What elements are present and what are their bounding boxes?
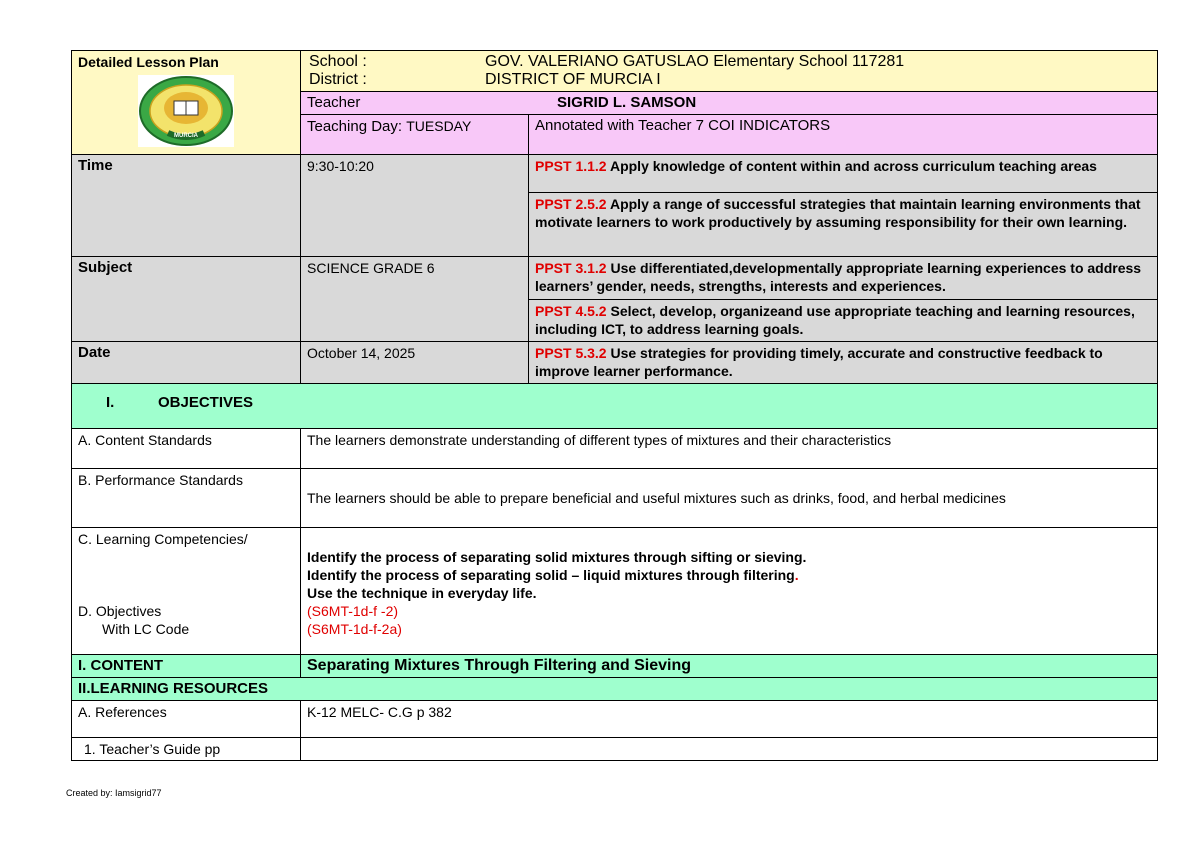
lc-code-label: With LC Code: [102, 621, 190, 637]
ppst-5-text: Use strategies for providing timely, accurate and constructive feedback to improve learner performance.: [535, 345, 1103, 379]
school-seal-icon: [138, 75, 234, 147]
ppst-1: [529, 155, 1158, 193]
ppst-4: [529, 300, 1158, 342]
performance-standards-label: B. Performance Standards: [72, 469, 301, 528]
ppst-4-code: PPST 4.5.2: [535, 303, 607, 319]
learning-resources-header: II.LEARNING RESOURCES: [72, 678, 1158, 701]
objectives-title: OBJECTIVES: [158, 394, 254, 411]
ppst-3-code: PPST 3.1.2: [535, 260, 607, 276]
ppst-2-code: PPST 2.5.2: [535, 196, 607, 212]
logo-text: MURCIA: [174, 133, 198, 139]
district-name: DISTRICT OF MURCIA I: [485, 71, 661, 88]
competencies-label: C. Learning Competencies/: [78, 531, 248, 547]
content-label: I. CONTENT: [72, 655, 301, 678]
ppst-1-text: Apply knowledge of content within and across curriculum teaching areas: [606, 158, 1097, 174]
objective-2-text: Identify the process of separating solid – liquid mixtures through filtering: [307, 567, 795, 583]
school-name: GOV. VALERIANO GATUSLAO Elementary School 117281: [485, 53, 905, 70]
objectives-number: I.: [106, 394, 115, 411]
content-value: Separating Mixtures Through Filtering and Sieving: [301, 655, 1158, 678]
district-label: District :: [309, 71, 367, 88]
ppst-5: [529, 342, 1158, 384]
annotated-note: Annotated with Teacher 7 COI INDICATORS: [535, 117, 831, 134]
teachers-guide-value: [301, 738, 1158, 761]
dlp-header-cell: [72, 51, 301, 155]
references-label: A. References: [72, 701, 301, 738]
ppst-5-code: PPST 5.3.2: [535, 345, 607, 361]
references-value: K-12 MELC- C.G p 382: [301, 701, 1158, 738]
ppst-2: [529, 193, 1158, 257]
performance-standards-value: The learners should be able to prepare beneficial and useful mixtures such as drinks, food, and herbal medicines: [301, 469, 1158, 528]
teaching-day-label: Teaching Day:: [307, 118, 403, 135]
time-label: Time: [72, 155, 301, 257]
ppst-2-text: Apply a range of successful strategies that maintain learning environments that motivate learners to work productively by assuming responsibility for their own learning.: [535, 196, 1141, 230]
ppst-4-text: Select, develop, organizeand use appropriate teaching and learning resources, including ICT, to address learning goals.: [535, 303, 1135, 337]
content-standards-value: The learners demonstrate understanding of different types of mixtures and their characteristics: [301, 429, 1158, 469]
dlp-title: Detailed Lesson Plan: [78, 54, 219, 70]
objective-3: Use the technique in everyday life.: [307, 585, 537, 601]
objective-2: [307, 566, 1151, 584]
teacher-cell: [301, 92, 1158, 115]
objectives-label: D. Objectives: [78, 603, 162, 619]
objective-2-mark: .: [794, 567, 799, 583]
school-label: School :: [309, 53, 367, 70]
content-standards-label: A. Content Standards: [72, 429, 301, 469]
teacher-label: Teacher: [307, 94, 361, 111]
teaching-day-cell: [301, 115, 529, 155]
subject-label: Subject: [72, 257, 301, 342]
annotated-cell: [529, 115, 1158, 155]
school-district-cell: [301, 51, 1158, 92]
teachers-guide-label: 1. Teacher’s Guide pp: [72, 738, 301, 761]
ppst-1-code: PPST 1.1.2: [535, 158, 607, 174]
created-by-footer: Created by: Iamsigrid77: [66, 788, 162, 798]
time-value: 9:30-10:20: [301, 155, 529, 257]
teacher-name: SIGRID L. SAMSON: [557, 94, 697, 111]
ppst-3-text: Use differentiated,developmentally appropriate learning experiences to address learners’ gender, needs, strengths, interests and experiences.: [535, 260, 1142, 294]
lc-code-2: (S6MT-1d-f-2a): [307, 621, 402, 637]
date-label: Date: [72, 342, 301, 384]
school-logo: [78, 71, 294, 151]
ppst-3: [529, 257, 1158, 300]
objective-1: Identify the process of separating solid mixtures through sifting or sieving.: [307, 549, 807, 565]
subject-value: SCIENCE GRADE 6: [301, 257, 529, 342]
teaching-day-value: TUESDAY: [406, 118, 472, 134]
lesson-plan-table: [71, 50, 1158, 761]
objectives-section-header: [72, 384, 1158, 429]
lc-code-1: (S6MT-1d-f -2): [307, 603, 399, 619]
date-value: October 14, 2025: [301, 342, 529, 384]
objectives-list-cell: [301, 528, 1158, 655]
competencies-objectives-label-cell: [72, 528, 301, 655]
